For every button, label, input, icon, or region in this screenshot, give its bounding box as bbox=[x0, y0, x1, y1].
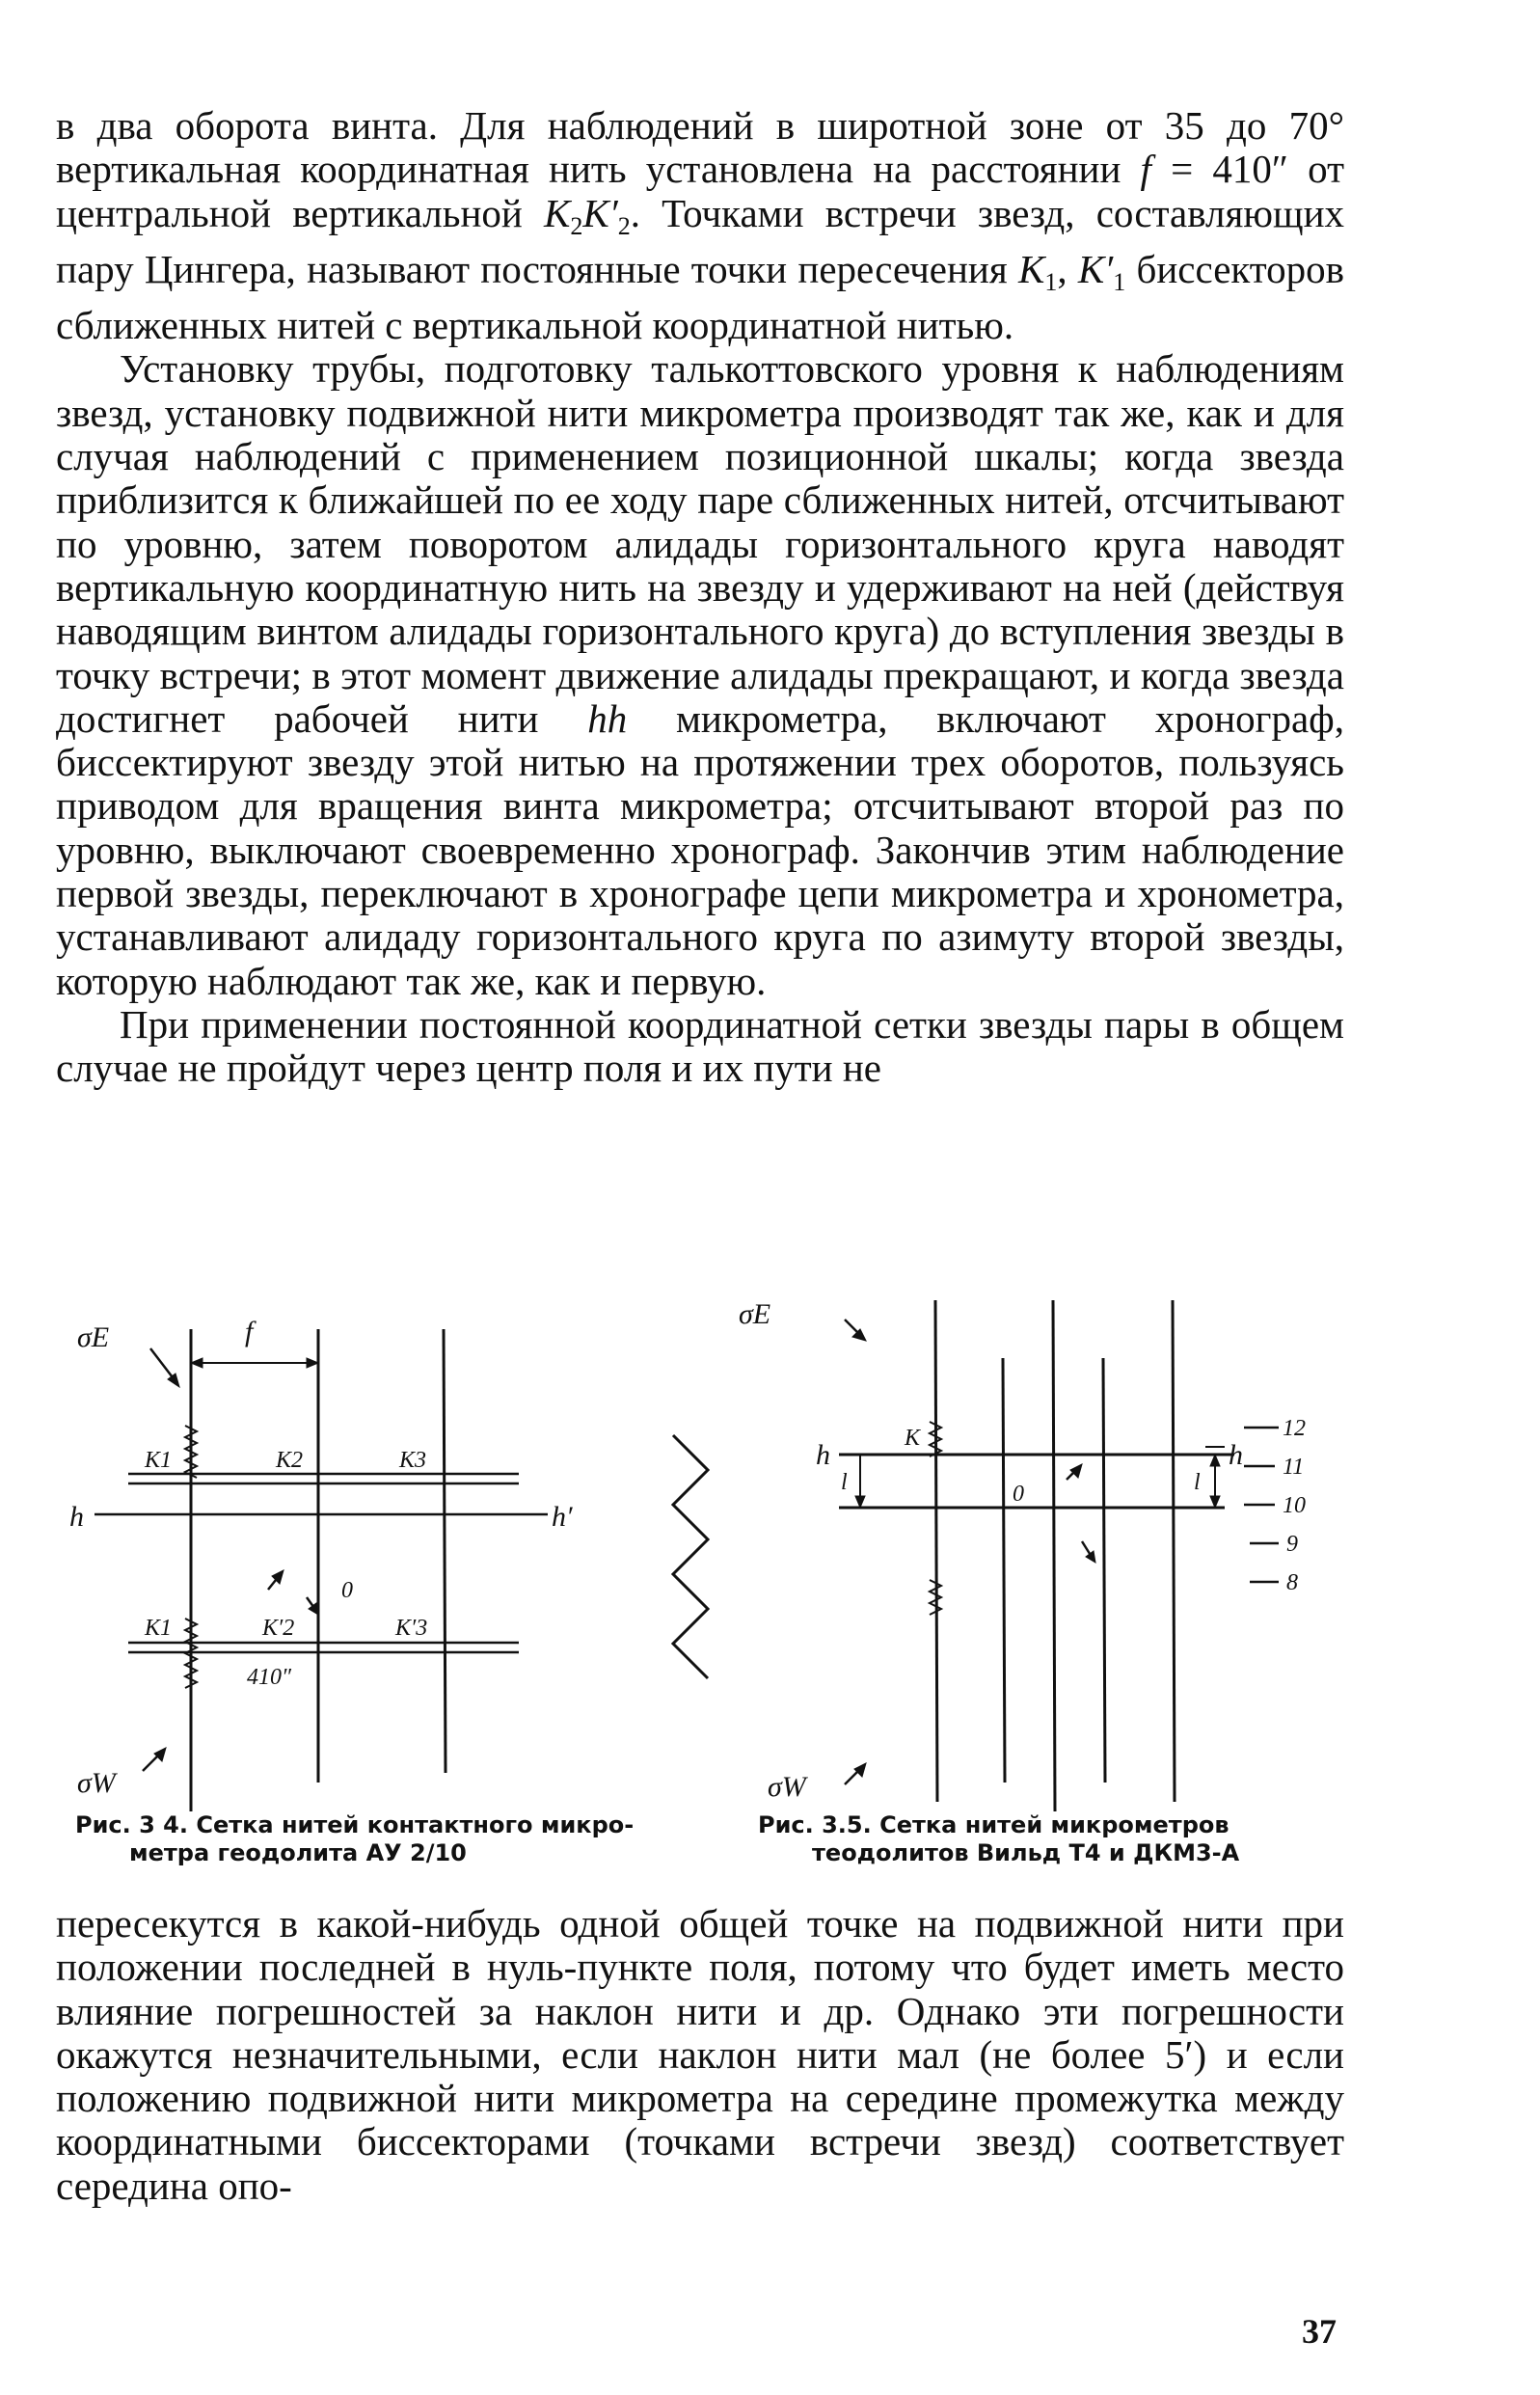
paragraph bbox=[56, 347, 1344, 1002]
text-run: биссекторов сближенных нитей с вертикальной координатной нитью. bbox=[56, 246, 1345, 348]
paragraph bbox=[56, 1902, 1344, 2208]
text-run: K′ bbox=[1077, 246, 1114, 291]
caption-line: теодолитов Вильд Т4 и ДКМ3-А bbox=[812, 1839, 1240, 1866]
label-k2-prime: K′2 bbox=[262, 1616, 295, 1641]
label-h-right: h bbox=[1229, 1439, 1243, 1471]
figure-3-5 bbox=[733, 1291, 1350, 1838]
text-run: , bbox=[1057, 246, 1078, 291]
figure-3-4-drawing bbox=[56, 1291, 721, 1838]
scale-label: 8 bbox=[1286, 1570, 1298, 1595]
label-zero: 0 bbox=[1013, 1482, 1024, 1507]
scale-label: 12 bbox=[1283, 1416, 1306, 1441]
label-k1-bottom: K1 bbox=[145, 1616, 173, 1641]
text-run: При применении постоянной координатной сетки звезды пары в общем случае не пройдут через центр поля и их пути не bbox=[56, 1001, 1344, 1091]
text-run: K bbox=[544, 190, 571, 235]
caption-line: метра геодолита АУ 2/10 bbox=[129, 1839, 467, 1866]
caption-line: Рис. 3.5. Сетка нитей микрометров bbox=[758, 1811, 1229, 1838]
text-run: микрометра, включают хронограф, биссектируют звезду этой нитью на протяжении трех оборотов, пользуясь приводом для вращения винта микрометра; отсчитывают второй раз по уровню, выключают своевременно хронограф. Закончив этим наблюдение первой звезды, переключают в хронографе цепи микрометра и хронометра, устанавливают алидаду горизонтального круга по азимуту второй звезды, которую наблюдают так же, как и первую. bbox=[56, 695, 1344, 1003]
subscript: 1 bbox=[1113, 267, 1126, 296]
label-sigma-e: σE bbox=[77, 1321, 110, 1353]
label-410: 410″ bbox=[247, 1665, 291, 1690]
label-k1-top: K1 bbox=[145, 1448, 173, 1473]
label-sigma-e: σE bbox=[739, 1298, 771, 1330]
paragraph bbox=[56, 1003, 1344, 1091]
label-h-left: h bbox=[816, 1439, 830, 1471]
figure-3-4 bbox=[56, 1291, 721, 1838]
subscript: 2 bbox=[570, 211, 583, 240]
text-run: K bbox=[1017, 246, 1045, 291]
figure-3-5-drawing bbox=[733, 1291, 1350, 1838]
paragraph bbox=[56, 104, 1344, 347]
subscript: 2 bbox=[617, 211, 631, 240]
label-zero: 0 bbox=[341, 1578, 353, 1603]
page-number: 37 bbox=[1302, 2312, 1337, 2351]
text-run: в два оборота винта. Для наблюдений в широтной зоне от 35 до 70° вертикальная координатная нить установлена на расстоянии bbox=[56, 103, 1344, 192]
label-k3: K3 bbox=[399, 1448, 427, 1473]
text-run: hh bbox=[587, 695, 628, 741]
scale-label: 11 bbox=[1283, 1455, 1305, 1480]
label-h: h bbox=[69, 1501, 84, 1533]
scale-label: 10 bbox=[1283, 1493, 1306, 1518]
text-run: . Точками встречи звезд, составляющих пару Цингера, называют постоянные точки пересечения bbox=[56, 190, 1345, 291]
label-sigma-w: σW bbox=[768, 1771, 806, 1803]
figure-3-5-caption bbox=[758, 1811, 1356, 1867]
text-block-bottom bbox=[56, 1902, 1344, 2208]
figure-3-4-caption bbox=[75, 1811, 731, 1867]
text-run: f bbox=[1140, 147, 1151, 192]
subscript: 1 bbox=[1044, 267, 1058, 296]
text-run: K′ bbox=[582, 190, 618, 235]
label-k: K bbox=[905, 1426, 921, 1451]
label-k3-prime: K′3 bbox=[395, 1616, 428, 1641]
text-block-top bbox=[56, 104, 1344, 1091]
label-sigma-w: σW bbox=[77, 1767, 116, 1799]
label-l-right: l bbox=[1194, 1470, 1201, 1495]
text-run: Установку трубы, подготовку талькоттовского уровня к наблюдениям звезд, установку подвижной нити микрометра производят так же, как и для случая наблюдений с применением позиционной шкалы; когда звезда приблизится к ближайшей по ее ходу паре сближенных нитей, отсчитывают по уровню, затем поворотом алидады горизонтального круга наводят вертикальную координатную нить на звезду и удерживают на ней (действуя наводящим винтом алидады горизонтального круга) до вступления звезды в точку встречи; в этот момент движение алидады прекращают, и когда звезда достигнет рабочей нити bbox=[56, 346, 1344, 741]
scale-label: 9 bbox=[1286, 1532, 1298, 1557]
label-l-left: l bbox=[841, 1470, 848, 1495]
label-h-prime: h′ bbox=[552, 1501, 573, 1533]
label-k2: K2 bbox=[276, 1448, 304, 1473]
text-run: пересекутся в какой-нибудь одной общей точке на подвижной нити при положении последней в нуль-пункте поля, потому что будет иметь место влияние погрешностей за наклон нити и др. Однако эти погрешности окажутся незначительными, если наклон нити мал (не более 5′) и если положению подвижной нити микрометра на середине промежутка между координатными биссекторами (точками встречи звезд) соответствует середина опо- bbox=[56, 1901, 1344, 2208]
text-run: = 410″ от центральной вертикальной bbox=[56, 147, 1344, 235]
caption-line: Рис. 3 4. Сетка нитей контактного микро- bbox=[75, 1811, 635, 1838]
label-f: f bbox=[245, 1316, 254, 1347]
